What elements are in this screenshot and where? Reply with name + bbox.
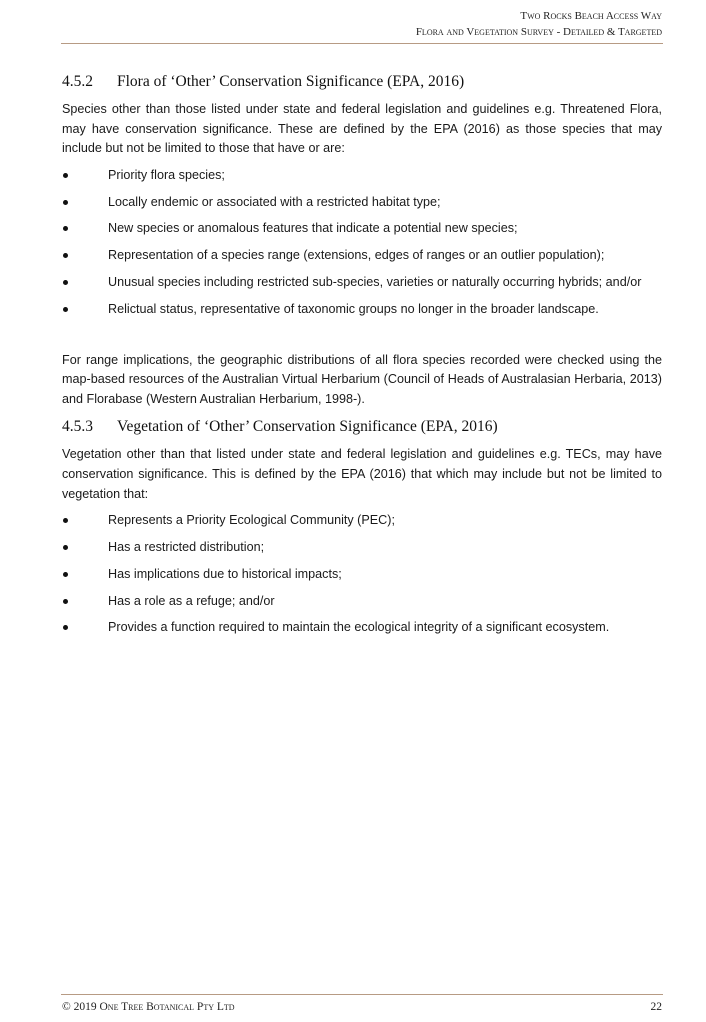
section-title: Flora of ‘Other’ Conservation Significance (EPA, 2016) [117, 73, 465, 90]
bullet-icon [63, 226, 68, 231]
running-header [416, 8, 662, 40]
list-item-text: Locally endemic or associated with a restricted habitat type; [108, 194, 441, 209]
footer-divider [61, 994, 663, 995]
list-item [62, 511, 662, 530]
footer-copyright: © 2019 One Tree Botanical Pty Ltd [62, 1001, 235, 1013]
list-item [62, 193, 662, 212]
vegetation-criteria-list [62, 511, 662, 637]
list-item [62, 166, 662, 185]
list-item-text: Has a restricted distribution; [108, 539, 265, 554]
bullet-icon [63, 200, 68, 205]
section-number: 4.5.3 [62, 418, 93, 436]
bullet-icon [63, 518, 68, 523]
header-project-title: Two Rocks Beach Access Way [520, 10, 662, 22]
bullet-icon [63, 545, 68, 550]
bullet-icon [63, 599, 68, 604]
range-implications-paragraph: For range implications, the geographic distributions of all flora species recorded were checked using the map-based resources of the Australian Virtual Herbarium (Council of Heads of Australasian Herbaria, 2013) and Florabase (Western Australian Herbarium, 1998-). [62, 352, 662, 406]
flora-criteria-list [62, 166, 662, 319]
header-report-title: Flora and Vegetation Survey - Detailed & Targeted [415, 26, 662, 38]
page-body [62, 64, 662, 645]
bullet-icon [63, 280, 68, 285]
section-heading-4-5-2 [62, 72, 662, 91]
spacer [62, 327, 662, 351]
list-item-text: Represents a Priority Ecological Community (PEC); [108, 513, 395, 528]
section-number: 4.5.2 [62, 73, 93, 90]
bullet-icon [63, 307, 68, 312]
header-divider [61, 43, 663, 44]
list-item [62, 618, 662, 637]
section-intro-paragraph: Species other than those listed under state and federal legislation and guidelines e.g. Threatened Flora, may have conservation significance. These are defined by the EPA (2016) as those species that may include but not be limited to those that have or are: [62, 102, 662, 156]
list-item [62, 219, 662, 238]
section-title: Vegetation of ‘Other’ Conservation Significance (EPA, 2016) [117, 418, 498, 436]
bullet-icon [63, 625, 68, 630]
bullet-icon [63, 173, 68, 178]
list-item [62, 273, 662, 292]
list-item-text: New species or anomalous features that indicate a potential new species; [108, 221, 518, 236]
section-intro-paragraph: Vegetation other than that listed under state and federal legislation and guidelines e.g. TECs, may have conservation significance. This is defined by the EPA (2016) that which may include but not be limited to vegetation that: [62, 447, 662, 501]
list-item-text: Relictual status, representative of taxonomic groups no longer in the broader landscape. [108, 301, 599, 316]
list-item [62, 246, 662, 265]
list-item-text: Unusual species including restricted sub-species, varieties or naturally occurring hybrids; and/or [108, 274, 642, 289]
list-item [62, 592, 662, 611]
list-item-text: Has implications due to historical impacts; [108, 566, 342, 581]
list-item [62, 300, 662, 319]
list-item-text: Representation of a species range (extensions, edges of ranges or an outlier population); [108, 248, 605, 263]
list-item-text: Has a role as a refuge; and/or [108, 593, 275, 608]
list-item-text: Priority flora species; [108, 167, 225, 182]
page-number: 22 [650, 1001, 662, 1013]
list-item [62, 538, 662, 557]
list-item-text: Provides a function required to maintain the ecological integrity of a significant ecosystem. [108, 620, 610, 635]
bullet-icon [63, 253, 68, 258]
list-item [62, 565, 662, 584]
section-heading-4-5-3 [62, 417, 662, 436]
bullet-icon [63, 572, 68, 577]
